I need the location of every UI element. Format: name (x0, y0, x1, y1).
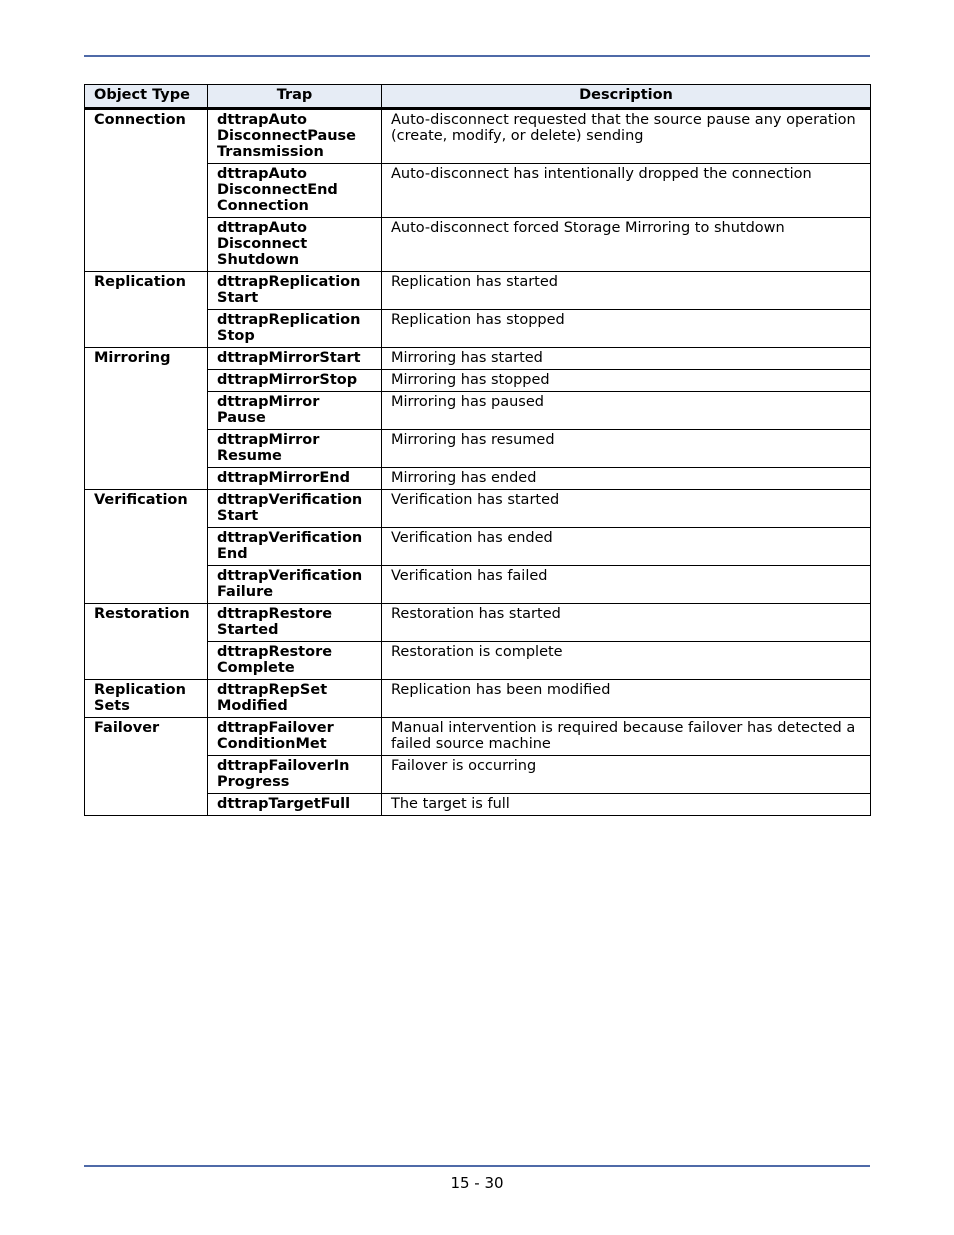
object-type-cell: Restoration (85, 604, 208, 680)
description-cell: Replication has stopped (382, 310, 871, 348)
header-description: Description (382, 85, 871, 109)
description-cell: Auto-disconnect requested that the source pause any operation (create, modify, or delete) sending (382, 109, 871, 164)
object-type-cell: Mirroring (85, 348, 208, 490)
table-row (85, 718, 871, 756)
trap-name-cell: dttrapAuto DisconnectEnd Connection (208, 164, 382, 218)
trap-name-cell: dttrapReplication Start (208, 272, 382, 310)
object-type-cell: Verification (85, 490, 208, 604)
description-cell: Verification has failed (382, 566, 871, 604)
trap-name-cell: dttrapVerification Failure (208, 566, 382, 604)
trap-name-cell: dttrapRestore Started (208, 604, 382, 642)
footer-rule (84, 1165, 870, 1167)
description-cell: Failover is occurring (382, 756, 871, 794)
trap-name-cell: dttrapFailover ConditionMet (208, 718, 382, 756)
description-cell: Restoration is complete (382, 642, 871, 680)
trap-name-cell: dttrapRepSet Modified (208, 680, 382, 718)
trap-name-cell: dttrapAuto DisconnectPause Transmission (208, 109, 382, 164)
description-cell: Auto-disconnect forced Storage Mirroring to shutdown (382, 218, 871, 272)
description-cell: Mirroring has ended (382, 468, 871, 490)
description-cell: Replication has been modified (382, 680, 871, 718)
description-cell: Verification has ended (382, 528, 871, 566)
object-type-cell: Replication Sets (85, 680, 208, 718)
description-cell: Mirroring has started (382, 348, 871, 370)
header-trap: Trap (208, 85, 382, 109)
description-cell: Verification has started (382, 490, 871, 528)
object-type-cell: Replication (85, 272, 208, 348)
table-row (85, 109, 871, 164)
header-rule (84, 55, 870, 57)
description-cell: Mirroring has paused (382, 392, 871, 430)
trap-name-cell: dttrapFailoverIn Progress (208, 756, 382, 794)
page-number: 15 - 30 (450, 1174, 504, 1192)
description-cell: Mirroring has resumed (382, 430, 871, 468)
description-cell: Mirroring has stopped (382, 370, 871, 392)
trap-name-cell: dttrapRestore Complete (208, 642, 382, 680)
trap-name-cell: dttrapTargetFull (208, 794, 382, 816)
header-object-type: Object Type (85, 85, 208, 109)
table-row (85, 490, 871, 528)
object-type-cell: Connection (85, 109, 208, 272)
trap-name-cell: dttrapMirrorStop (208, 370, 382, 392)
table-header-row (85, 85, 871, 109)
table-row (85, 272, 871, 310)
description-cell: The target is full (382, 794, 871, 816)
object-type-cell: Failover (85, 718, 208, 816)
description-cell: Restoration has started (382, 604, 871, 642)
table-row (85, 604, 871, 642)
trap-name-cell: dttrapMirror Pause (208, 392, 382, 430)
trap-name-cell: dttrapAuto Disconnect Shutdown (208, 218, 382, 272)
table-row (85, 680, 871, 718)
description-cell: Manual intervention is required because failover has detected a failed source machine (382, 718, 871, 756)
trap-name-cell: dttrapVerification Start (208, 490, 382, 528)
description-cell: Auto-disconnect has intentionally dropped the connection (382, 164, 871, 218)
table-body (85, 109, 871, 816)
table-row (85, 348, 871, 370)
description-cell: Replication has started (382, 272, 871, 310)
trap-name-cell: dttrapReplication Stop (208, 310, 382, 348)
trap-name-cell: dttrapMirror Resume (208, 430, 382, 468)
trap-name-cell: dttrapMirrorEnd (208, 468, 382, 490)
snmp-trap-table (84, 84, 871, 816)
trap-name-cell: dttrapVerification End (208, 528, 382, 566)
trap-name-cell: dttrapMirrorStart (208, 348, 382, 370)
